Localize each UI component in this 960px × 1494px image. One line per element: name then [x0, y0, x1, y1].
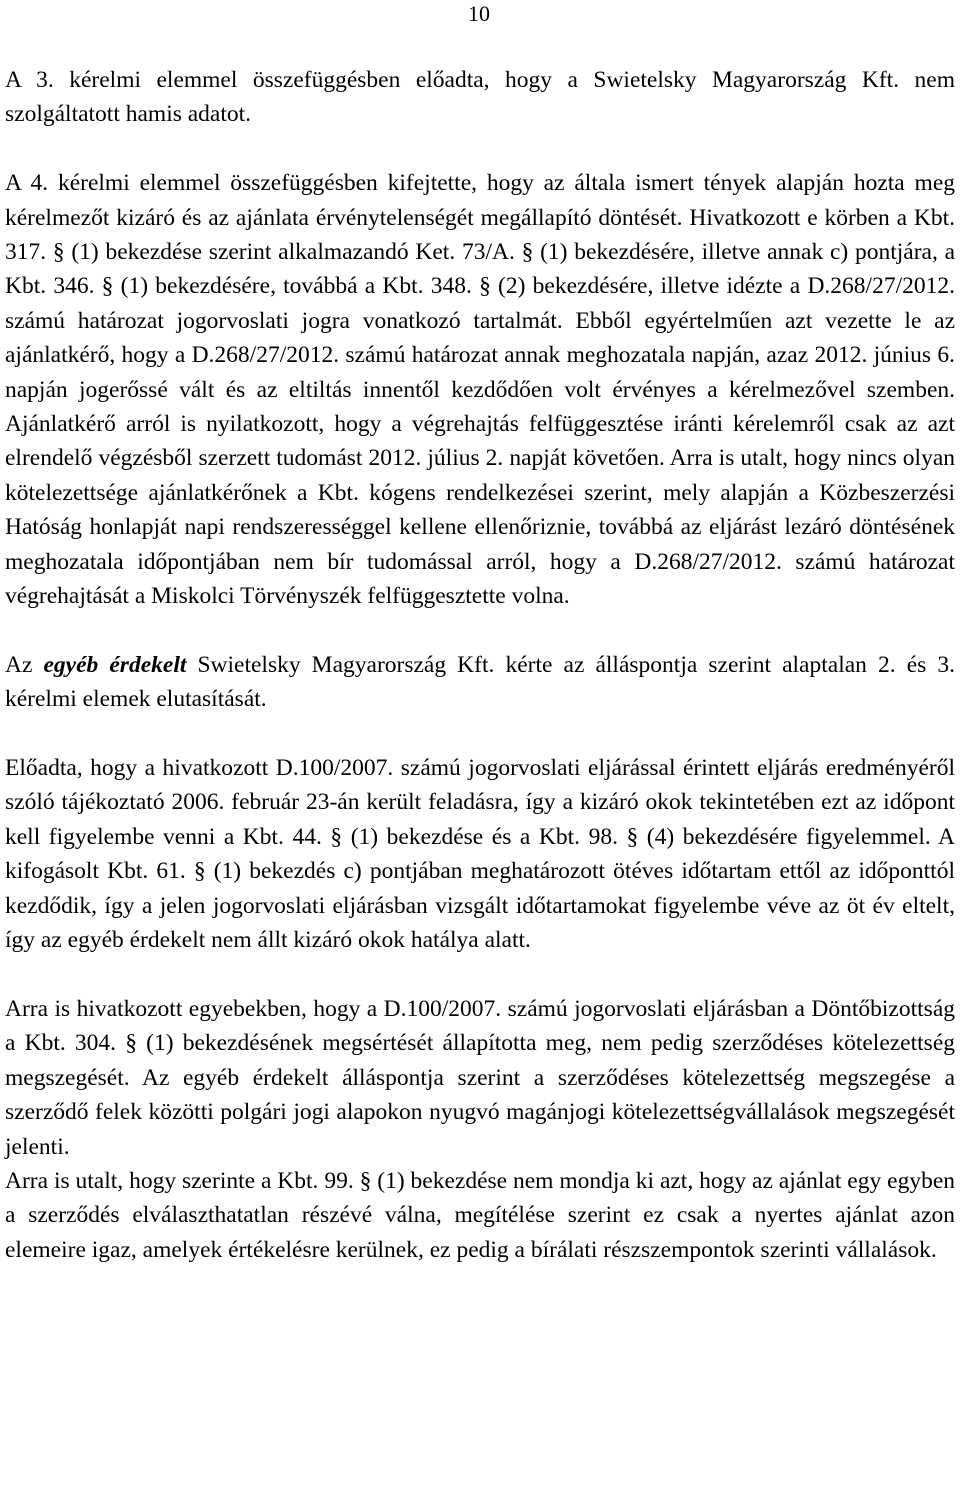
paragraph-interested-party	[5, 648, 955, 717]
paragraph-request-3: A 3. kérelmi elemmel összefüggésben előadta, hogy a Swietelsky Magyarország Kft. nem szolgáltatott hamis adatot.	[5, 67, 955, 128]
document-body	[5, 63, 955, 1267]
paragraph-d100-notice: Előadta, hogy a hivatkozott D.100/2007. számú jogorvoslati eljárással érintett eljárás eredményéről szóló tájékoztató 2006. február 23-án került feladásra, így a kizáró okok tekintetében ezt az időpont kell figyelembe venni a Kbt. 44. § (1) bekezdése és a Kbt. 98. § (4) bekezdésére figyelemmel. A kifogásolt Kbt. 61. § (1) bekezdés c) pontjában meghatározott ötéves időtartam ettől az időponttól kezdődik, így a jelen jogorvoslati eljárásban vizsgált időtartamokat figyelembe véve az öt év eltelt, így az egyéb érdekelt nem állt kizáró okok hatálya alatt.	[5, 755, 955, 954]
paragraph-request-4: A 4. kérelmi elemmel összefüggésben kifejtette, hogy az általa ismert tények alapján hozta meg kérelmezőt kizáró és az ajánlata érvénytelenségét megállapító döntését. Hivatkozott e körben a Kbt. 317. § (1) bekezdése szerint alkalmazandó Ket. 73/A. § (1) bekezdésére, illetve annak c) pontjára, a Kbt. 346. § (1) bekezdésére, továbbá a Kbt. 348. § (2) bekezdésére, illetve idézte a D.268/27/2012. számú határozat jogorvoslati jogra vonatkozó tartalmát. Ebből egyértelműen azt vezette le az ajánlatkérő, hogy a D.268/27/2012. számú határozat annak meghozatala napján, azaz 2012. június 6. napján jogerőssé vált és az eltiltás innentől kezdődően volt érvényes a kérelmezővel szemben. Ajánlatkérő arról is nyilatkozott, hogy a végrehajtás felfüggesztése iránti kérelemről csak az azt elrendelő végzésből szerzett tudomást 2012. július 2. napját követően. Arra is utalt, hogy nincs olyan kötelezettsége ajánlatkérőnek a Kbt. kógens rendelkezései szerint, mely alapján a Közbeszerzési Hatóság honlapját napi rendszerességgel kellene ellenőriznie, továbbá az eljárást lezáró döntésének meghozatala időpontjában nem bír tudomással arról, hogy a D.268/27/2012. számú határozat végrehajtását a Miskolci Törvényszék felfüggesztette volna.	[5, 170, 955, 610]
page-number: 10	[468, 1, 490, 26]
paragraph-interested-party-pre: Az	[5, 651, 44, 678]
emphasis-interested-party: egyéb érdekelt	[43, 651, 187, 678]
paragraph-kbt-99: Arra is utalt, hogy szerinte a Kbt. 99. § (1) bekezdése nem mondja ki azt, hogy az ajánlat egy egyben a szerződés elválaszthatatlan részévé válna, megítélése szerint ez csak a nyertes ajánlat azon elemeire igaz, amelyek értékelésre kerülnek, ez pedig a bírálati részszempontok szerinti vállalások.	[5, 1167, 955, 1263]
paragraph-interested-party-post: Swietelsky Magyarország Kft. kérte az álláspontja szerint alaptalan 2. és 3. kérelmi elemek elutasítását.	[5, 651, 955, 713]
paragraph-d100-breach: Arra is hivatkozott egyebekben, hogy a D.100/2007. számú jogorvoslati eljárásban a Döntőbizottság a Kbt. 304. § (1) bekezdésének megsértését állapította meg, nem pedig szerződéses kötelezettség megszegését. Az egyéb érdekelt álláspontja szerint a szerződéses kötelezettség megszegése a szerződő felek közötti polgári jogi alapokon nyugvó magánjogi kötelezettségvállalások megszegését jelenti.	[5, 995, 955, 1160]
